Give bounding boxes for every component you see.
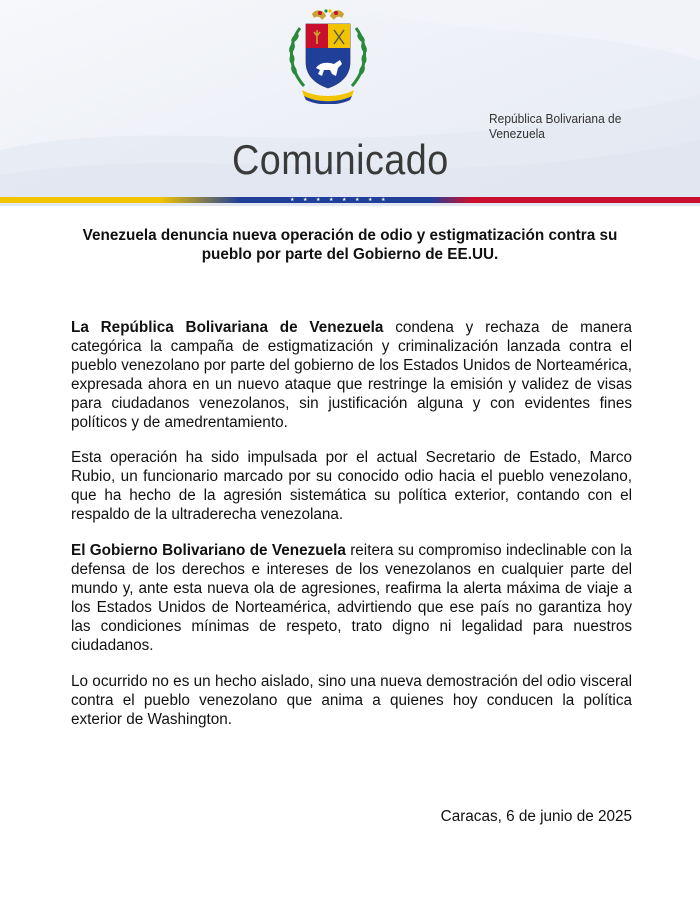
paragraph-2: Esta operación ha sido impulsada por el actual Secretario de Estado, Marco Rubio, un funcionario marcado por su conocido odio hacia el pueblo venezolano, que ha hecho de la agresión sistemática su política exterior, contando con el respaldo de la ultraderecha venezolana. <box>71 449 632 523</box>
paragraph-3-lead: El Gobierno Bolivariano de Venezuela <box>71 542 346 559</box>
republic-name: República Bolivariana de Venezuela <box>489 111 622 141</box>
paragraph-1-text: condena y rechaza de manera categórica la campaña de estigmatización y criminalización lanzada contra el pueblo venezolano por parte del gobierno de los Estados Unidos de Norteamérica, expresada ahora en un nuevo ataque que restringe la emisión y validez de visas para ciudadanos venezolanos, sin justificación alguna y con evidentes fines políticos y de amedrentamiento. <box>71 319 632 431</box>
star-icon: ★ <box>329 197 334 203</box>
star-icon: ★ <box>342 197 347 203</box>
letterhead <box>0 0 700 206</box>
flag-red-stripe <box>450 197 700 203</box>
star-icon: ★ <box>316 197 321 203</box>
paragraph-4: Lo ocurrido no es un hecho aislado, sino una nueva demostración del odio visceral contra el pueblo venezolano que anima a quienes hoy conducen la política exterior de Washington. <box>71 673 632 728</box>
star-icon: ★ <box>355 197 360 203</box>
statement-title: Venezuela denuncia nueva operación de odio y estigmatización contra su pueblo por parte del Gobierno de EE.UU. <box>82 227 618 263</box>
coat-of-arms-icon <box>282 8 374 104</box>
paragraph-1-lead: La República Bolivariana de Venezuela <box>71 319 384 336</box>
document-type-heading: Comunicado <box>232 136 449 183</box>
paragraph-3-text: reitera su compromiso indeclinable con la defensa de los derechos e intereses de los venezolanos en cualquier parte del mundo y, ante esta nueva ola de agresiones, reafirma la alerta máxima de viaje a los Estados Unidos de Norteamérica, advirtiendo que ese país no garantiza hoy las condiciones mínimas de respeto, trato digno ni legalidad para nuestros ciudadanos. <box>71 542 632 654</box>
star-icon: ★ <box>381 197 386 203</box>
paragraph-3 <box>71 541 632 655</box>
place-and-date: Caracas, 6 de junio de 2025 <box>440 808 632 825</box>
star-icon: ★ <box>290 197 295 203</box>
paragraph-1 <box>71 318 632 432</box>
star-icon: ★ <box>368 197 373 203</box>
star-icon: ★ <box>303 197 308 203</box>
flag-blend-right <box>430 197 470 203</box>
flag-blend-left <box>160 197 240 203</box>
flag-color-bar <box>0 197 700 203</box>
